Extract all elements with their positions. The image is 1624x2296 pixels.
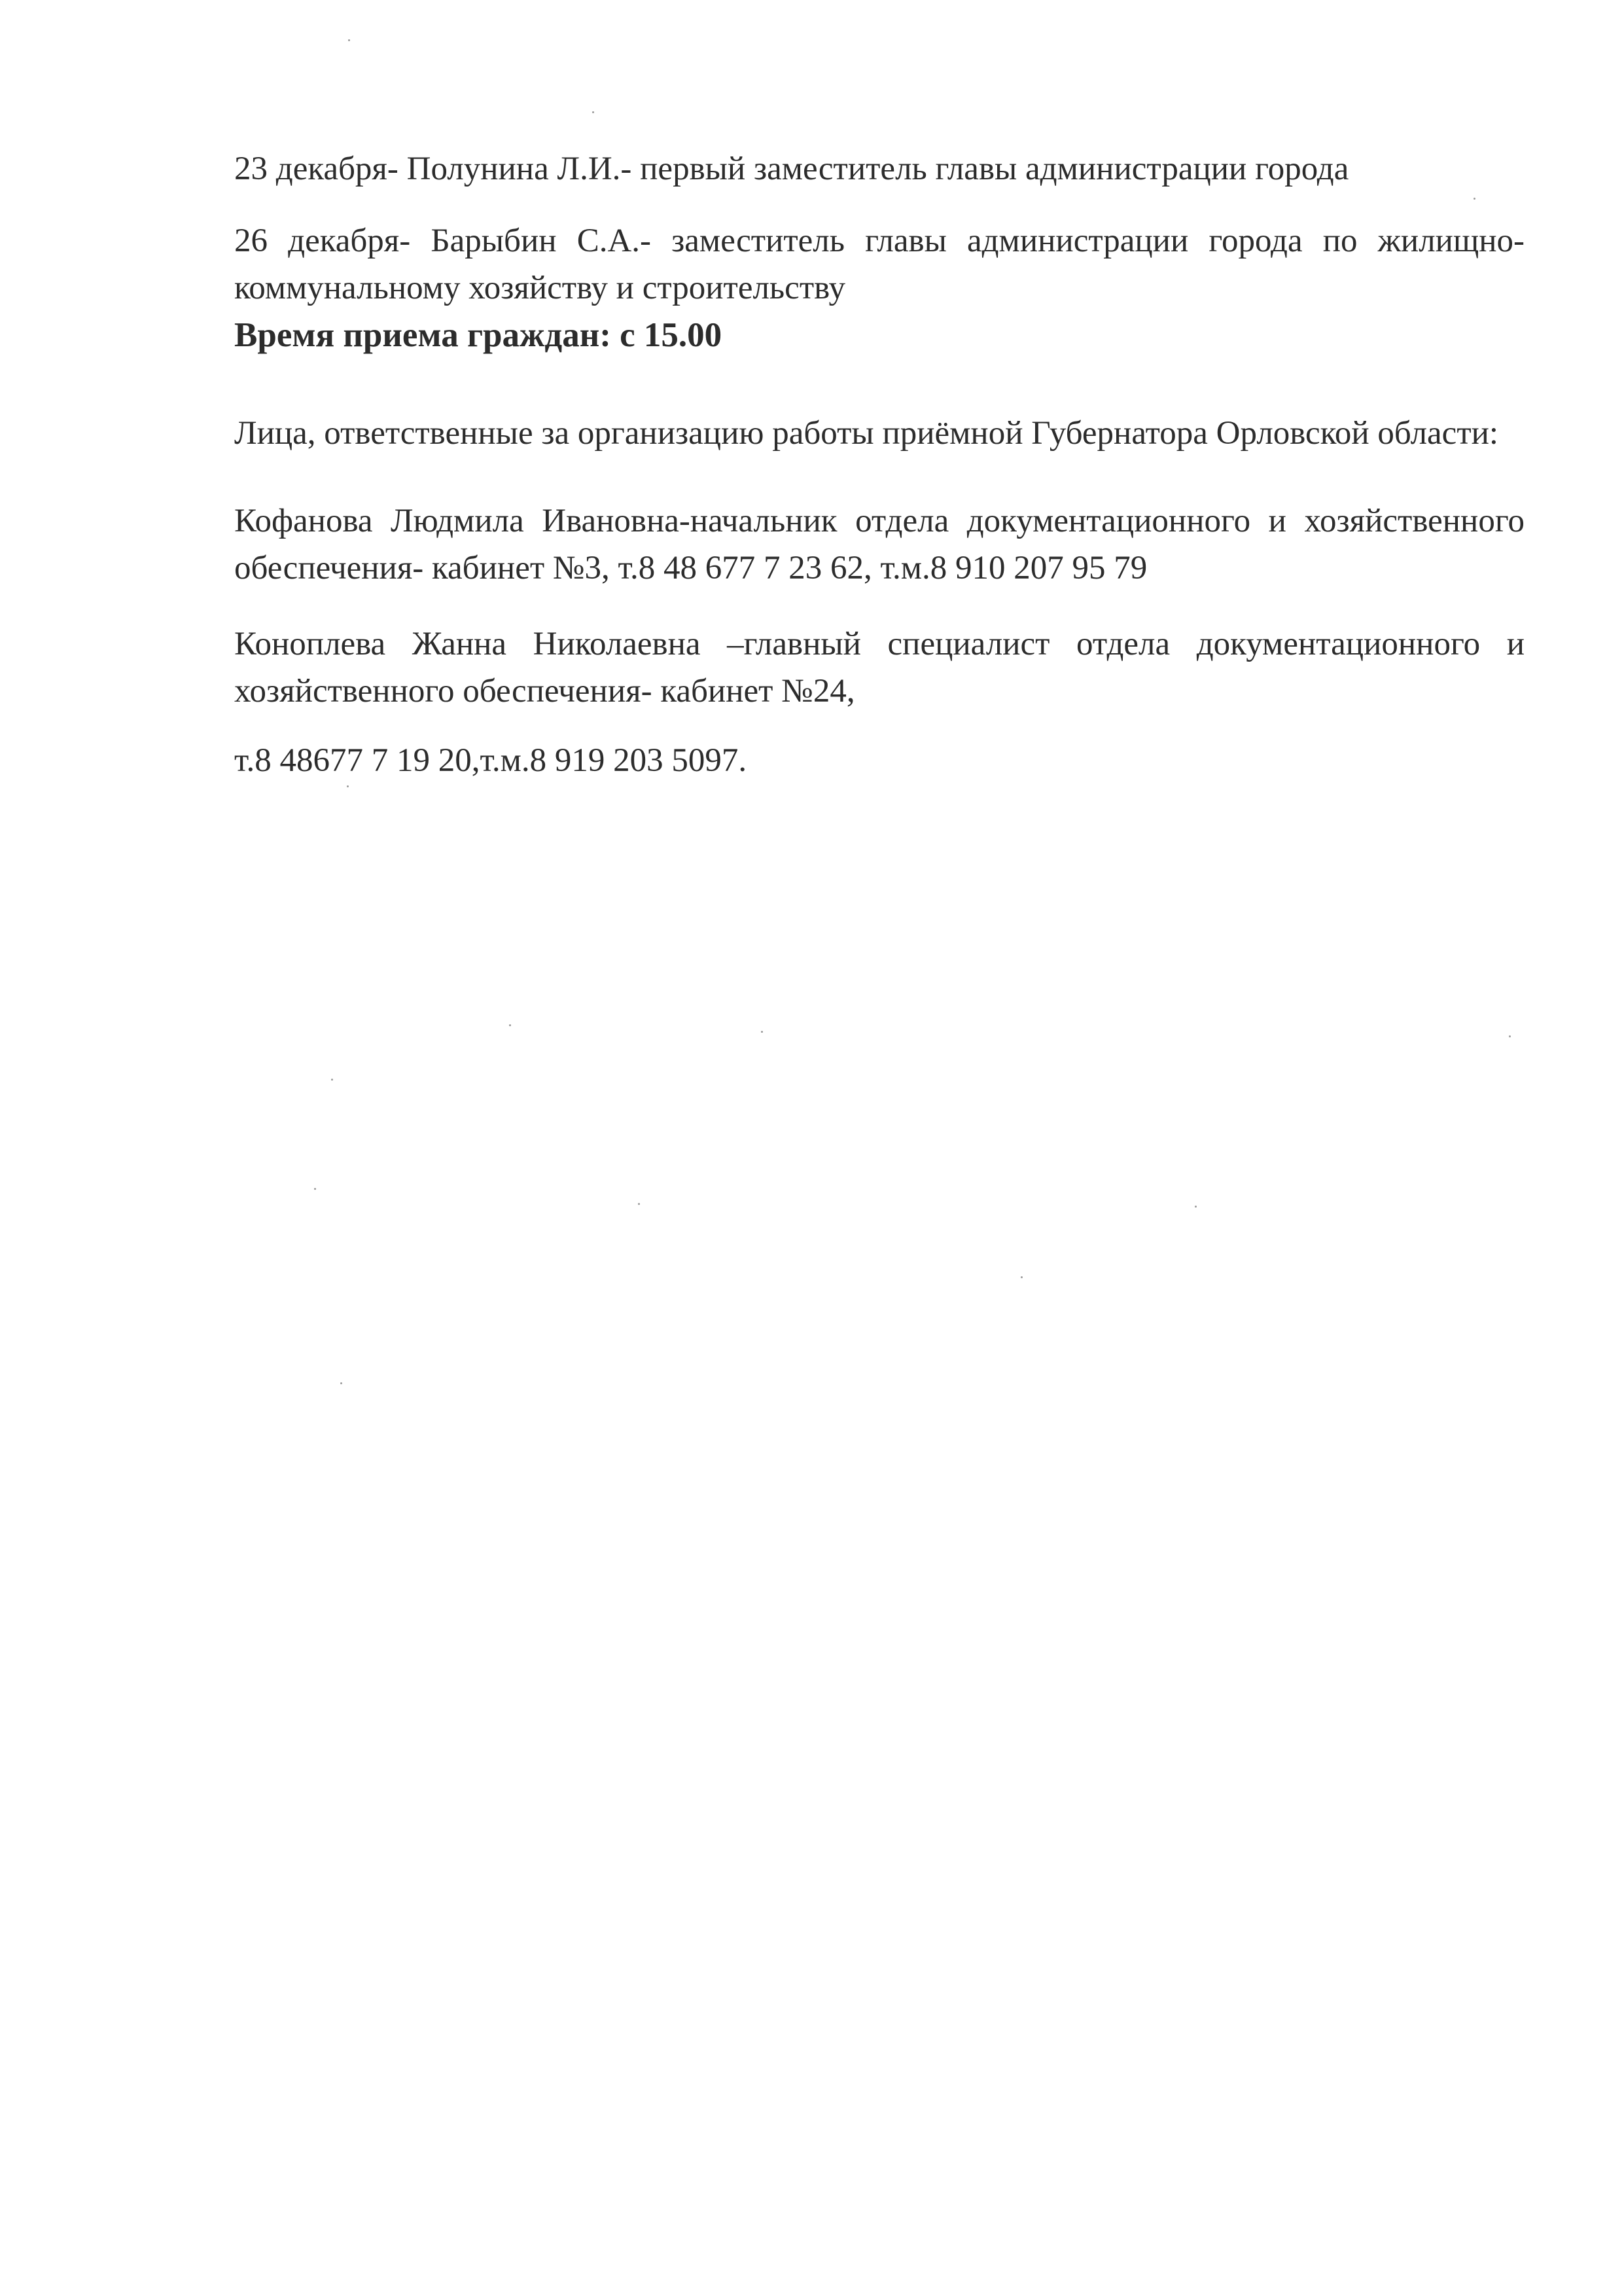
contact-konopleva: Коноплева Жанна Николаевна –главный специалист отдела документационного и хозяйственного обеспечения- кабинет №24, bbox=[234, 626, 1525, 709]
scan-speck bbox=[314, 1188, 316, 1190]
scan-speck bbox=[1195, 1206, 1197, 1208]
scan-speck bbox=[1474, 198, 1475, 200]
contact-konopleva-phones: т.8 48677 7 19 20,т.м.8 919 203 5097. bbox=[234, 742, 747, 779]
scan-speck bbox=[638, 1203, 640, 1205]
contact-kofanova: Кофанова Людмила Ивановна-начальник отдела документационного и хозяйственного обеспечения- кабинет №3, т.8 48 677 7 23 62, т.м.8 910 207 95 79 bbox=[234, 503, 1525, 586]
scan-speck bbox=[347, 785, 349, 787]
document-body bbox=[234, 145, 1525, 784]
responsible-persons-intro: Лица, ответственные за организацию работы приёмной Губернатора Орловской области: bbox=[234, 415, 1499, 452]
scan-speck bbox=[761, 1031, 763, 1033]
scan-speck bbox=[331, 1079, 333, 1081]
reception-time-heading: Время приема граждан: с 15.00 bbox=[234, 316, 722, 354]
scan-speck bbox=[1509, 1035, 1511, 1037]
scan-speck bbox=[509, 1024, 511, 1026]
scan-speck bbox=[340, 1382, 342, 1384]
scan-speck bbox=[592, 111, 594, 113]
reception-entry-dec-26: 26 декабря- Барыбин С.А.- заместитель главы администрации города по жилищно-коммунальному хозяйству и строительству bbox=[234, 223, 1525, 306]
scan-speck bbox=[348, 39, 350, 41]
scan-speck bbox=[1021, 1276, 1023, 1278]
reception-entry-dec-23: 23 декабря- Полунина Л.И.- первый заместитель главы администрации города bbox=[234, 151, 1349, 187]
